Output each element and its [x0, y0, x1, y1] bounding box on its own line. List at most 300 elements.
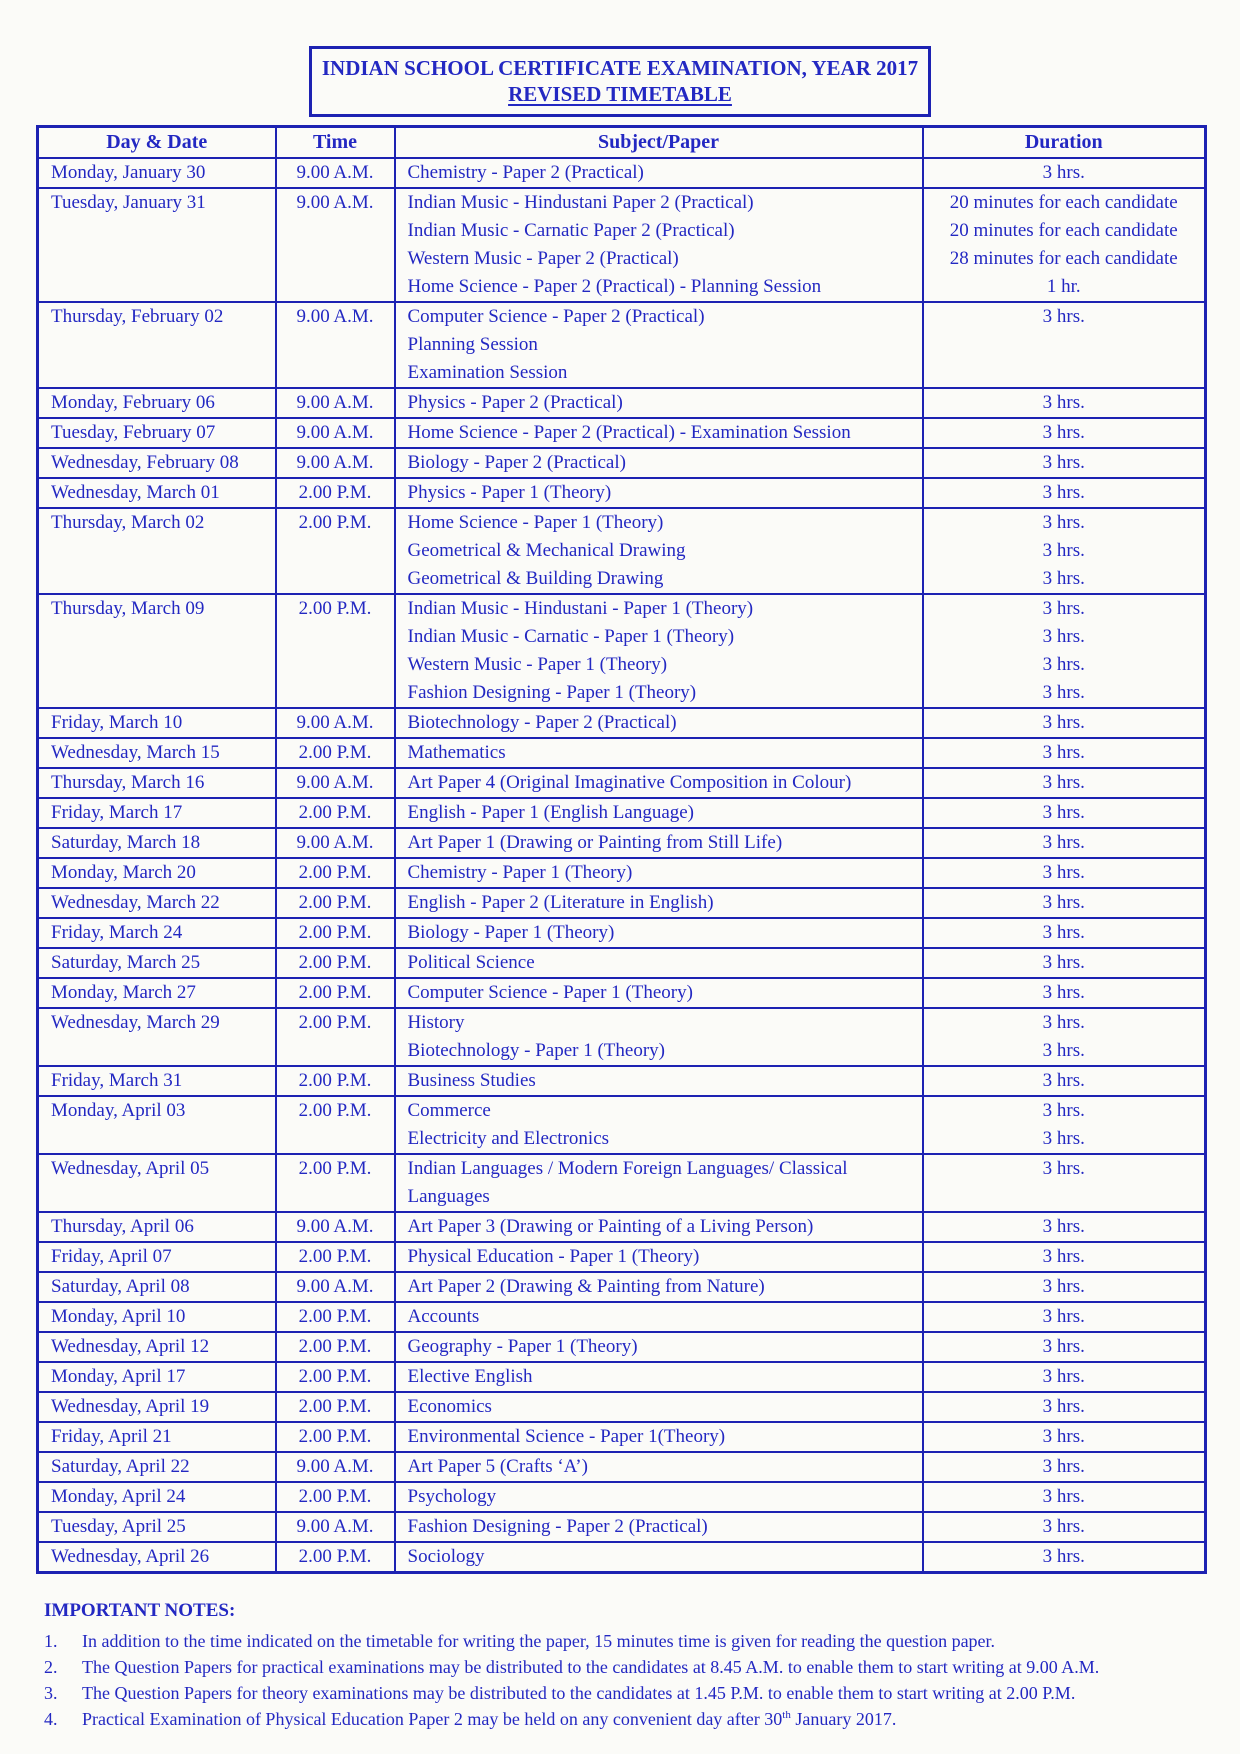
subject-line: Commerce	[407, 1100, 491, 1121]
cell-day-date	[38, 594, 276, 708]
table-row	[38, 858, 1206, 888]
cell-time	[276, 1212, 395, 1242]
cell-day-date	[38, 1302, 276, 1332]
time-text: 2.00 P.M.	[298, 598, 372, 619]
cell-day-date	[38, 1452, 276, 1482]
table-row	[38, 388, 1206, 418]
day-date-text: Thursday, March 02	[51, 512, 205, 533]
day-date-text: Monday, March 20	[51, 862, 196, 883]
cell-duration	[923, 978, 1206, 1008]
cell-day-date	[38, 918, 276, 948]
cell-time	[276, 1096, 395, 1154]
table-row	[38, 828, 1206, 858]
cell-duration	[923, 418, 1206, 448]
cell-day-date	[38, 388, 276, 418]
cell-duration	[923, 888, 1206, 918]
duration-line: 3 hrs.	[1042, 1486, 1085, 1507]
day-date-text: Monday, January 30	[51, 162, 206, 183]
note-number: 2.	[44, 1657, 58, 1677]
table-row	[38, 798, 1206, 828]
cell-day-date	[38, 1212, 276, 1242]
time-text: 9.00 A.M.	[296, 772, 374, 793]
duration-line: 3 hrs.	[1042, 568, 1085, 589]
time-text: 9.00 A.M.	[296, 1216, 374, 1237]
time-text: 9.00 A.M.	[296, 392, 374, 413]
cell-day-date	[38, 1362, 276, 1392]
cell-subject-paper	[395, 1512, 923, 1542]
cell-subject-paper	[395, 594, 923, 708]
day-date-text: Wednesday, April 26	[51, 1546, 210, 1567]
column-header-time: Time	[276, 127, 395, 159]
cell-subject-paper	[395, 388, 923, 418]
cell-subject-paper	[395, 1452, 923, 1482]
table-row	[38, 1392, 1206, 1422]
duration-line: 3 hrs.	[1042, 1366, 1085, 1387]
subject-line: Art Paper 1 (Drawing or Painting from Still Life)	[407, 832, 783, 853]
subject-line: Biology - Paper 1 (Theory)	[407, 922, 615, 943]
cell-day-date	[38, 302, 276, 388]
column-header-duration: Duration	[923, 127, 1206, 159]
cell-duration	[923, 708, 1206, 738]
cell-time	[276, 1542, 395, 1573]
cell-duration	[923, 594, 1206, 708]
table-row	[38, 158, 1206, 188]
time-text: 2.00 P.M.	[298, 892, 372, 913]
duration-line: 3 hrs.	[1042, 922, 1085, 943]
cell-duration	[923, 1452, 1206, 1482]
subject-line: Electricity and Electronics	[407, 1128, 610, 1149]
cell-day-date	[38, 1332, 276, 1362]
duration-line: 3 hrs.	[1042, 626, 1085, 647]
cell-duration	[923, 918, 1206, 948]
subject-line: Physical Education - Paper 1 (Theory)	[407, 1246, 700, 1267]
duration-line: 3 hrs.	[1042, 1546, 1085, 1567]
cell-subject-paper	[395, 978, 923, 1008]
subject-line: Western Music - Paper 1 (Theory)	[407, 654, 668, 675]
cell-day-date	[38, 1422, 276, 1452]
document-title: INDIAN SCHOOL CERTIFICATE EXAMINATION, YEAR 2017	[321, 56, 919, 80]
cell-subject-paper	[395, 478, 923, 508]
cell-day-date	[38, 798, 276, 828]
document-subtitle: REVISED TIMETABLE	[508, 82, 732, 106]
cell-day-date	[38, 888, 276, 918]
duration-line: 3 hrs.	[1042, 892, 1085, 913]
cell-day-date	[38, 1066, 276, 1096]
cell-duration	[923, 478, 1206, 508]
time-text: 2.00 P.M.	[298, 1070, 372, 1091]
time-text: 2.00 P.M.	[298, 1100, 372, 1121]
cell-duration	[923, 1422, 1206, 1452]
duration-line: 3 hrs.	[1042, 1100, 1085, 1121]
duration-line: 3 hrs.	[1042, 1396, 1085, 1417]
cell-day-date	[38, 1392, 276, 1422]
day-date-text: Friday, March 24	[51, 922, 183, 943]
cell-duration	[923, 738, 1206, 768]
subject-line: Examination Session	[407, 362, 568, 383]
cell-subject-paper	[395, 738, 923, 768]
cell-day-date	[38, 1482, 276, 1512]
time-text: 9.00 A.M.	[296, 832, 374, 853]
cell-duration	[923, 388, 1206, 418]
cell-day-date	[38, 948, 276, 978]
cell-time	[276, 1422, 395, 1452]
duration-line: 3 hrs.	[1042, 598, 1085, 619]
day-date-text: Wednesday, March 15	[51, 742, 220, 763]
duration-line: 3 hrs.	[1042, 712, 1085, 733]
day-date-text: Saturday, April 08	[51, 1276, 190, 1297]
cell-time	[276, 918, 395, 948]
note-text-post: January 2017.	[790, 1709, 897, 1729]
cell-time	[276, 858, 395, 888]
table-row	[38, 448, 1206, 478]
cell-duration	[923, 188, 1206, 302]
day-date-text: Tuesday, April 25	[51, 1516, 186, 1537]
day-date-text: Friday, April 07	[51, 1246, 172, 1267]
cell-day-date	[38, 1542, 276, 1573]
time-text: 2.00 P.M.	[298, 1246, 372, 1267]
cell-time	[276, 708, 395, 738]
cell-duration	[923, 1212, 1206, 1242]
duration-line: 3 hrs.	[1042, 162, 1085, 183]
table-row	[38, 188, 1206, 302]
cell-subject-paper	[395, 918, 923, 948]
time-text: 2.00 P.M.	[298, 952, 372, 973]
cell-subject-paper	[395, 1392, 923, 1422]
duration-line: 3 hrs.	[1042, 654, 1085, 675]
subject-line: Political Science	[407, 952, 535, 973]
time-text: 2.00 P.M.	[298, 1158, 372, 1179]
duration-line: 3 hrs.	[1042, 1128, 1085, 1149]
cell-time	[276, 1008, 395, 1066]
cell-subject-paper	[395, 302, 923, 388]
subject-line: Chemistry - Paper 2 (Practical)	[407, 162, 644, 183]
note-text: The Question Papers for practical examinations may be distributed to the candidates at 8.45 A.M. to enable them to start writing at 9.00 A.M.	[82, 1657, 1100, 1677]
cell-time	[276, 1332, 395, 1362]
cell-duration	[923, 948, 1206, 978]
cell-time	[276, 948, 395, 978]
cell-duration	[923, 1332, 1206, 1362]
cell-time	[276, 828, 395, 858]
subject-line: Home Science - Paper 2 (Practical) - Examination Session	[407, 422, 851, 443]
subject-line: Physics - Paper 2 (Practical)	[407, 392, 623, 413]
day-date-text: Saturday, March 25	[51, 952, 201, 973]
table-row	[38, 1008, 1206, 1066]
duration-line: 3 hrs.	[1042, 1426, 1085, 1447]
cell-subject-paper	[395, 1212, 923, 1242]
subject-line: Art Paper 3 (Drawing or Painting of a Living Person)	[407, 1216, 814, 1237]
time-text: 9.00 A.M.	[296, 1456, 374, 1477]
table-row	[38, 594, 1206, 708]
table-row	[38, 478, 1206, 508]
day-date-text: Monday, February 06	[51, 392, 215, 413]
subject-line: Chemistry - Paper 1 (Theory)	[407, 862, 633, 883]
time-text: 2.00 P.M.	[298, 482, 372, 503]
duration-line: 3 hrs.	[1042, 802, 1085, 823]
table-header-row	[38, 127, 1206, 159]
time-text: 2.00 P.M.	[298, 1306, 372, 1327]
note-text	[82, 1706, 1200, 1732]
cell-time	[276, 508, 395, 594]
cell-duration	[923, 798, 1206, 828]
duration-line: 20 minutes for each candidate	[949, 192, 1178, 213]
cell-duration	[923, 1302, 1206, 1332]
cell-subject-paper	[395, 1154, 923, 1212]
cell-subject-paper	[395, 1096, 923, 1154]
cell-day-date	[38, 158, 276, 188]
table-row	[38, 1422, 1206, 1452]
cell-duration	[923, 1096, 1206, 1154]
cell-time	[276, 188, 395, 302]
duration-line: 3 hrs.	[1042, 306, 1085, 327]
cell-duration	[923, 858, 1206, 888]
cell-duration	[923, 1512, 1206, 1542]
day-date-text: Thursday, April 06	[51, 1216, 194, 1237]
cell-time	[276, 1242, 395, 1272]
title-box	[309, 46, 931, 117]
time-text: 2.00 P.M.	[298, 982, 372, 1003]
cell-subject-paper	[395, 1242, 923, 1272]
cell-day-date	[38, 1242, 276, 1272]
cell-time	[276, 1512, 395, 1542]
day-date-text: Monday, April 03	[51, 1100, 186, 1121]
duration-line: 3 hrs.	[1042, 1336, 1085, 1357]
day-date-text: Saturday, March 18	[51, 832, 201, 853]
cell-subject-paper	[395, 1302, 923, 1332]
day-date-text: Wednesday, March 29	[51, 1012, 220, 1033]
duration-line: 3 hrs.	[1042, 862, 1085, 883]
subject-line: Computer Science - Paper 1 (Theory)	[407, 982, 693, 1003]
cell-subject-paper	[395, 1482, 923, 1512]
cell-duration	[923, 1272, 1206, 1302]
table-row	[38, 738, 1206, 768]
note-text: In addition to the time indicated on the timetable for writing the paper, 15 minutes time is given for reading the question paper.	[82, 1631, 996, 1651]
day-date-text: Saturday, April 22	[51, 1456, 190, 1477]
day-date-text: Friday, April 21	[51, 1426, 172, 1447]
cell-subject-paper	[395, 768, 923, 798]
time-text: 2.00 P.M.	[298, 512, 372, 533]
time-text: 2.00 P.M.	[298, 742, 372, 763]
subject-line: Accounts	[407, 1306, 480, 1327]
cell-subject-paper	[395, 448, 923, 478]
cell-time	[276, 738, 395, 768]
table-row	[38, 302, 1206, 388]
table-row	[38, 1272, 1206, 1302]
note-text-pre: Practical Examination of Physical Education Paper 2 may be held on any convenient day after 30	[82, 1709, 783, 1729]
day-date-text: Tuesday, February 07	[51, 422, 216, 443]
timetable-body	[38, 158, 1206, 1573]
table-row	[38, 508, 1206, 594]
duration-line: 3 hrs.	[1042, 1276, 1085, 1297]
table-row	[38, 1212, 1206, 1242]
table-row	[38, 1542, 1206, 1573]
duration-line: 3 hrs.	[1042, 482, 1085, 503]
subject-line: Biotechnology - Paper 1 (Theory)	[407, 1040, 665, 1061]
day-date-text: Monday, April 24	[51, 1486, 186, 1507]
time-text: 9.00 A.M.	[296, 422, 374, 443]
cell-time	[276, 798, 395, 828]
day-date-text: Tuesday, January 31	[51, 192, 206, 213]
cell-subject-paper	[395, 708, 923, 738]
note-text-superscript: th	[782, 1709, 791, 1721]
timetable	[36, 125, 1207, 1574]
day-date-text: Monday, March 27	[51, 982, 196, 1003]
time-text: 2.00 P.M.	[298, 1426, 372, 1447]
note-item	[44, 1706, 1200, 1732]
subject-line: Psychology	[407, 1486, 497, 1507]
cell-duration	[923, 828, 1206, 858]
subject-line: Indian Languages / Modern Foreign Languages/ Classical Languages	[407, 1158, 848, 1207]
time-text: 2.00 P.M.	[298, 1366, 372, 1387]
cell-time	[276, 1452, 395, 1482]
day-date-text: Monday, April 17	[51, 1366, 186, 1387]
table-row	[38, 948, 1206, 978]
time-text: 2.00 P.M.	[298, 1546, 372, 1567]
duration-line: 3 hrs.	[1042, 392, 1085, 413]
duration-line: 3 hrs.	[1042, 422, 1085, 443]
cell-day-date	[38, 978, 276, 1008]
notes-heading: IMPORTANT NOTES:	[44, 1600, 236, 1621]
subject-line: Planning Session	[407, 334, 538, 355]
subject-line: Indian Music - Carnatic - Paper 1 (Theory)	[407, 626, 735, 647]
subject-line: Geometrical & Mechanical Drawing	[407, 540, 686, 561]
subject-line: Physics - Paper 1 (Theory)	[407, 482, 612, 503]
cell-duration	[923, 1242, 1206, 1272]
duration-line: 3 hrs.	[1042, 1216, 1085, 1237]
cell-day-date	[38, 188, 276, 302]
subject-line: Biotechnology - Paper 2 (Practical)	[407, 712, 677, 733]
duration-line: 28 minutes for each candidate	[949, 248, 1178, 269]
cell-subject-paper	[395, 1422, 923, 1452]
cell-time	[276, 448, 395, 478]
cell-time	[276, 888, 395, 918]
duration-line: 3 hrs.	[1042, 1070, 1085, 1091]
duration-line: 3 hrs.	[1042, 832, 1085, 853]
cell-day-date	[38, 828, 276, 858]
note-number: 1.	[44, 1631, 58, 1651]
day-date-text: Monday, April 10	[51, 1306, 186, 1327]
subject-line: Fashion Designing - Paper 1 (Theory)	[407, 682, 697, 703]
table-row	[38, 418, 1206, 448]
cell-time	[276, 768, 395, 798]
subject-line: Business Studies	[407, 1070, 536, 1091]
duration-line: 3 hrs.	[1042, 1040, 1085, 1061]
table-row	[38, 1066, 1206, 1096]
cell-day-date	[38, 1096, 276, 1154]
table-row	[38, 1452, 1206, 1482]
duration-line: 3 hrs.	[1042, 1158, 1085, 1179]
subject-line: Elective English	[407, 1366, 533, 1387]
important-notes-section	[44, 1598, 1200, 1732]
column-header-subject-paper: Subject/Paper	[395, 127, 923, 159]
cell-day-date	[38, 858, 276, 888]
table-row	[38, 1362, 1206, 1392]
cell-duration	[923, 768, 1206, 798]
cell-duration	[923, 1392, 1206, 1422]
day-date-text: Wednesday, March 22	[51, 892, 220, 913]
subject-line: English - Paper 1 (English Language)	[407, 802, 695, 823]
subject-line: Art Paper 5 (Crafts ‘A’)	[407, 1456, 588, 1477]
duration-line: 3 hrs.	[1042, 1516, 1085, 1537]
cell-time	[276, 1154, 395, 1212]
time-text: 2.00 P.M.	[298, 862, 372, 883]
duration-line: 3 hrs.	[1042, 1456, 1085, 1477]
subject-line: Biology - Paper 2 (Practical)	[407, 452, 626, 473]
subject-line: English - Paper 2 (Literature in English)	[407, 892, 714, 913]
cell-duration	[923, 1362, 1206, 1392]
cell-subject-paper	[395, 828, 923, 858]
subject-line: Home Science - Paper 1 (Theory)	[407, 512, 664, 533]
cell-day-date	[38, 1008, 276, 1066]
table-row	[38, 1512, 1206, 1542]
duration-line: 3 hrs.	[1042, 682, 1085, 703]
subject-line: Computer Science - Paper 2 (Practical)	[407, 306, 705, 327]
table-row	[38, 1154, 1206, 1212]
cell-subject-paper	[395, 1066, 923, 1096]
table-row	[38, 1096, 1206, 1154]
note-item	[44, 1680, 1200, 1706]
cell-duration	[923, 1482, 1206, 1512]
cell-time	[276, 1482, 395, 1512]
table-row	[38, 1482, 1206, 1512]
table-row	[38, 888, 1206, 918]
duration-line: 3 hrs.	[1042, 540, 1085, 561]
cell-day-date	[38, 1272, 276, 1302]
day-date-text: Wednesday, March 01	[51, 482, 220, 503]
cell-duration	[923, 448, 1206, 478]
day-date-text: Friday, March 17	[51, 802, 183, 823]
cell-subject-paper	[395, 418, 923, 448]
duration-line: 3 hrs.	[1042, 982, 1085, 1003]
cell-time	[276, 1272, 395, 1302]
subject-line: Indian Music - Carnatic Paper 2 (Practical)	[407, 220, 735, 241]
cell-time	[276, 978, 395, 1008]
duration-line: 3 hrs.	[1042, 772, 1085, 793]
cell-time	[276, 158, 395, 188]
subject-line: Geometrical & Building Drawing	[407, 568, 664, 589]
subject-line: Western Music - Paper 2 (Practical)	[407, 248, 679, 269]
cell-subject-paper	[395, 158, 923, 188]
subject-line: Indian Music - Hindustani Paper 2 (Practical)	[407, 192, 754, 213]
subject-line: Geography - Paper 1 (Theory)	[407, 1336, 638, 1357]
time-text: 9.00 A.M.	[296, 192, 374, 213]
time-text: 2.00 P.M.	[298, 802, 372, 823]
subject-line: Mathematics	[407, 742, 506, 763]
cell-day-date	[38, 508, 276, 594]
cell-time	[276, 418, 395, 448]
time-text: 2.00 P.M.	[298, 1336, 372, 1357]
table-row	[38, 1242, 1206, 1272]
subject-line: Home Science - Paper 2 (Practical) - Planning Session	[407, 276, 822, 297]
subject-line: Environmental Science - Paper 1(Theory)	[407, 1426, 726, 1447]
cell-day-date	[38, 738, 276, 768]
cell-subject-paper	[395, 1332, 923, 1362]
cell-duration	[923, 1008, 1206, 1066]
cell-subject-paper	[395, 858, 923, 888]
cell-subject-paper	[395, 948, 923, 978]
duration-line: 3 hrs.	[1042, 952, 1085, 973]
cell-subject-paper	[395, 1008, 923, 1066]
cell-duration	[923, 158, 1206, 188]
cell-time	[276, 1302, 395, 1332]
subject-line: Art Paper 4 (Original Imaginative Composition in Colour)	[407, 772, 852, 793]
duration-line: 3 hrs.	[1042, 1306, 1085, 1327]
cell-duration	[923, 1542, 1206, 1573]
day-date-text: Wednesday, April 19	[51, 1396, 210, 1417]
day-date-text: Wednesday, April 12	[51, 1336, 210, 1357]
cell-day-date	[38, 708, 276, 738]
time-text: 9.00 A.M.	[296, 306, 374, 327]
cell-time	[276, 594, 395, 708]
